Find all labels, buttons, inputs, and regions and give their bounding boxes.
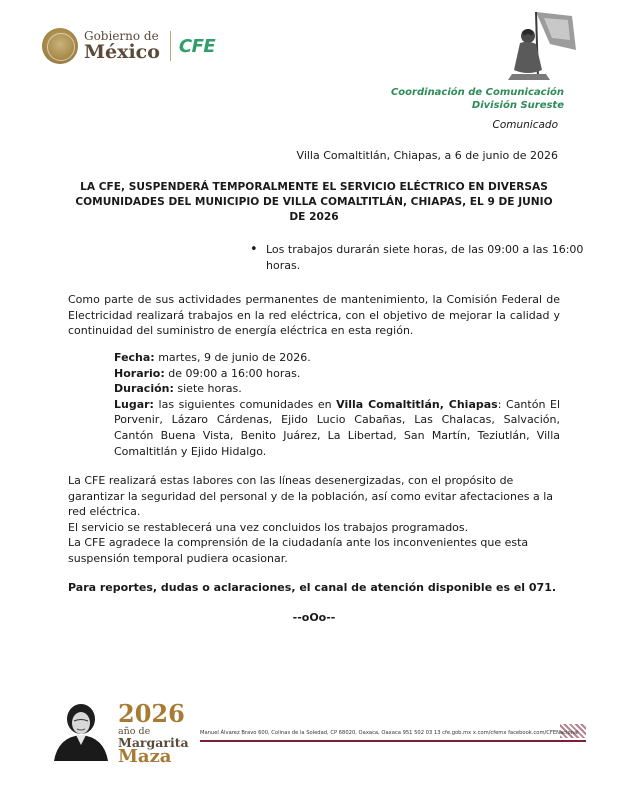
headline: LA CFE, SUSPENDERÁ TEMPORALMENTE EL SERVICIO ELÉCTRICO EN DIVERSAS COMUNIDADES DEL MUNICIPIO DE VILLA COMALTITLÁN, CHIAPAS, EL 9 DE JUNIO DE 2026 [75,181,553,223]
closing-mark: --oOo-- [292,611,336,624]
dateline: Villa Comaltitlán, Chiapas, a 6 de junio de 2026 [296,149,558,162]
coordinacion-line2: División Sureste [471,100,564,111]
gobierno-logo [84,30,160,62]
document-type: Comunicado [492,119,558,131]
cfe-logo: CFE [178,35,216,57]
bullet-dot-icon: • [250,242,258,257]
header-logos [42,26,215,66]
lugar-label: Lugar: [114,397,154,411]
duracion-label: Duración: [114,382,174,396]
bullet-item [246,242,586,274]
paragraph-safety [68,473,560,535]
detail-duracion [114,381,560,397]
detail-lugar [114,397,560,459]
logo-divider [170,31,171,61]
paragraph-intro: Como parte de sus actividades permanentes de mantenimiento, la Comisión Federal de Electricidad realizará trabajos en la red eléctrica, con el objetivo de mejorar la calidad y continuidad del suministro de energía eléctrica en esta región. [68,293,560,337]
footer-name-last: Maza [118,746,172,767]
gobierno-line2: México [84,41,160,63]
horario-value: de 09:00 a 16:00 horas. [164,366,301,380]
national-seal-icon [42,28,78,64]
coordinacion-line1: Coordinación de Comunicación [390,87,564,98]
footer-address: Manuel Álvarez Bravo 600, Colinas de la Soledad, CP 68020, Oaxaca, Oaxaca 951 502 03 13 cfe.gob.mx x.com/cfemx facebook.com/CFENacional [200,730,579,736]
horario-label: Horario: [114,366,165,380]
footer-year-sub: año de [118,726,151,737]
duracion-value: siete horas. [173,382,242,396]
footer-name-first: Margarita [118,735,189,750]
lugar-place: Villa Comaltitlán, Chiapas [336,397,498,411]
detail-fecha [114,350,560,366]
detail-horario [114,366,560,382]
woman-with-flag-icon [506,10,578,80]
paragraph-thanks: La CFE agradece la comprensión de la ciudadanía ante los inconvenientes que esta suspensión temporal pudiera ocasionar. [68,536,529,565]
gobierno-line1: Gobierno de [84,29,159,43]
footer-rule [200,740,586,742]
lugar-intro: las siguientes comunidades en [153,397,337,411]
paragraph-safety-text: La CFE realizará estas labores con las líneas desenergizadas, con el propósito de garantizar la seguridad del personal y de la población, así como evitar afectaciones a la red eléctrica. [68,474,553,518]
lugar-list: : Cantón El Porvenir, Lázaro Cárdenas, Ejido Lucio Cabañas, Las Chalacas, Salvación, Cantón Buena Vista, Benito Juárez, La Libertad, San Martín, Teziutlán, Villa Comaltitlán y Ejido Hidalgo. [114,397,560,458]
bullet-text: Los trabajos durarán siete horas, de las 09:00 a las 16:00 horas. [266,243,584,272]
paragraph-restore-text: El servicio se restablecerá una vez concluidos los trabajos programados. [68,520,469,534]
footer-year: 2026 [118,699,185,728]
fecha-value: martes, 9 de junio de 2026. [154,351,311,364]
paragraph-contact: Para reportes, dudas o aclaraciones, el canal de atención disponible es el 071. [68,581,557,594]
coordinacion-block [391,86,564,112]
details-block [114,350,560,459]
fecha-label: Fecha: [114,351,155,364]
margarita-maza-portrait-icon [48,703,114,761]
